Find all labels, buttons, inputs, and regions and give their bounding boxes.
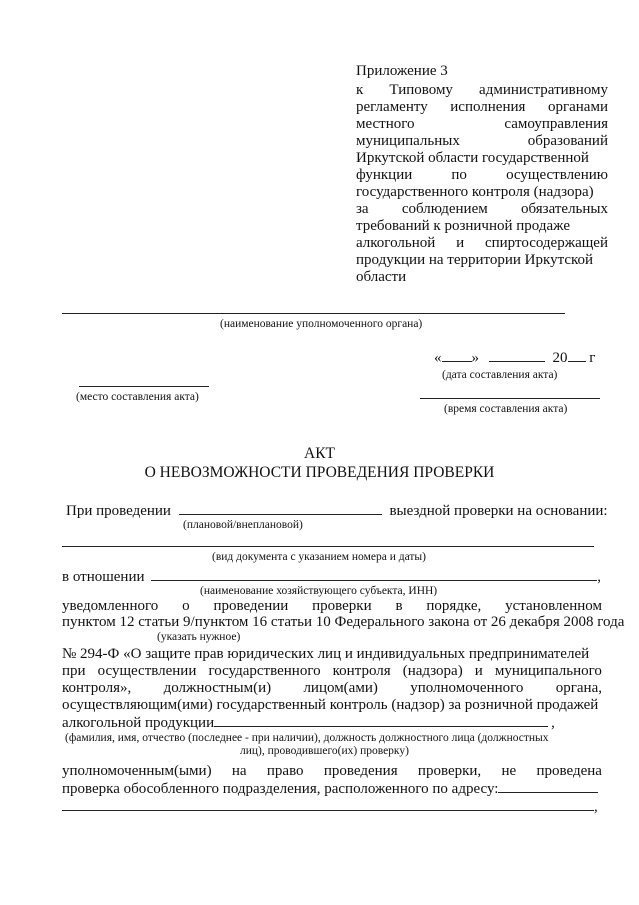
- entity-comma: ,: [597, 569, 602, 585]
- body-word: в: [395, 598, 403, 614]
- branch-line: [62, 779, 598, 798]
- body-word: уведомленного: [62, 598, 159, 614]
- appendix-line: [356, 149, 608, 167]
- appendix-line: [356, 115, 608, 133]
- law-name-line-2: [62, 662, 602, 680]
- appendix-word: по: [451, 167, 467, 183]
- time-line: [420, 398, 600, 399]
- check-line: [66, 501, 608, 520]
- body-word: проведении: [213, 598, 289, 614]
- entity-caption: (наименование хозяйствующего субъекта, ИНН): [200, 585, 438, 597]
- body-text: [62, 597, 625, 837]
- appendix-line: [356, 98, 608, 116]
- appendix-word: муниципальных: [356, 133, 460, 149]
- body-word: установленном: [505, 598, 602, 614]
- appendix-word: требований к розничной продаже: [356, 218, 570, 234]
- body-word: и: [474, 663, 483, 679]
- act-subtitle: О НЕВОЗМОЖНОСТИ ПРОВЕДЕНИЯ ПРОВЕРКИ: [144, 464, 495, 481]
- appendix-word: продукции на территории Иркутской: [356, 252, 594, 268]
- organ-line: [62, 313, 565, 314]
- check-start-text: При проведении: [66, 503, 171, 519]
- organ-caption: (наименование уполномоченного органа): [220, 318, 423, 330]
- year-prefix: 20: [552, 350, 568, 366]
- appendix-word: Типовому: [389, 82, 453, 98]
- date-line: [434, 348, 595, 367]
- body-word: органа,: [555, 680, 602, 696]
- check-end-text: выездной проверки на основании:: [389, 503, 608, 519]
- place-line: [79, 386, 209, 387]
- law-name-line-3: [62, 679, 602, 697]
- appendix-word: административному: [479, 82, 608, 98]
- body-word: уполномоченного: [410, 680, 524, 696]
- branch-text: проверка обособленного подразделения, расположенного по адресу:: [62, 781, 499, 797]
- date-caption: (дата составления акта): [442, 369, 558, 381]
- body-word: порядке,: [426, 598, 482, 614]
- body-word: при: [62, 663, 86, 679]
- body-word: (надзора): [402, 663, 463, 679]
- appendix-word: государственного контроля (надзора): [356, 184, 594, 200]
- appendix-line: [356, 234, 608, 252]
- year-suffix: г: [589, 350, 596, 366]
- body-word: проведена: [536, 763, 602, 779]
- official-caption-2: лиц), проводившего(их) проверку): [240, 745, 409, 757]
- appendix-heading: Приложение 3: [356, 63, 448, 79]
- appendix-line: [356, 217, 608, 235]
- appendix-word: за: [356, 201, 369, 217]
- appendix-word: исполнения: [450, 99, 526, 115]
- body-word: не: [501, 763, 517, 779]
- alcohol-text: алкогольной продукции: [62, 715, 215, 731]
- appendix-line: [356, 183, 608, 201]
- body-word: на: [231, 763, 247, 779]
- doc-line: [62, 546, 594, 547]
- appendix-word: Иркутской области государственной: [356, 150, 589, 166]
- alcohol-line: [62, 713, 555, 732]
- appendix-line: [356, 81, 608, 99]
- official-blank: [214, 713, 548, 727]
- year-blank: [568, 348, 586, 362]
- official-comma: ,: [551, 715, 555, 731]
- body-word: муниципального: [494, 663, 602, 679]
- appendix-word: соблюдением: [401, 201, 488, 217]
- place-caption: (место составления акта): [76, 391, 199, 403]
- appendix-word: образований: [527, 133, 608, 149]
- in-relation-text: в отношении: [62, 569, 145, 585]
- address-line-2: [62, 797, 598, 816]
- check-type-blank: [179, 501, 382, 515]
- body-word: контроля: [332, 663, 391, 679]
- body-word: о: [182, 598, 190, 614]
- body-word: должностным(и): [163, 680, 272, 696]
- appendix-word: обязательных: [521, 201, 608, 217]
- appendix-line: [356, 166, 608, 184]
- body-word: контроля»,: [62, 680, 132, 696]
- body-word: проверки,: [417, 763, 482, 779]
- address-comma: ,: [594, 799, 598, 815]
- law-line: пунктом 12 статьи 9/пунктом 16 статьи 10 Федерального закона от 26 декабря 2008 года: [62, 614, 625, 630]
- appendix-block: [356, 62, 608, 292]
- appendix-word: органами: [547, 99, 608, 115]
- body-word: проведения: [323, 763, 398, 779]
- appendix-word: осуществлению: [506, 167, 608, 183]
- body-word: осуществлении: [97, 663, 197, 679]
- appendix-word: спиртосодержащей: [484, 235, 608, 251]
- date-open-quote: «: [434, 350, 442, 366]
- address-blank: [498, 779, 598, 793]
- time-caption: (время составления акта): [444, 403, 568, 415]
- appendix-word: и: [456, 235, 465, 251]
- act-title: АКТ: [304, 445, 335, 462]
- appendix-line: [356, 200, 608, 218]
- appendix-word: к: [356, 82, 364, 98]
- official-caption-1: (фамилия, имя, отчество (последнее - при наличии), должность должностного лица (должностных: [65, 732, 549, 744]
- address-blank-2: [62, 797, 594, 811]
- doc-caption: (вид документа с указанием номера и даты): [212, 551, 426, 563]
- appendix-line: [356, 251, 608, 269]
- body-word: уполномоченным(ыми): [62, 763, 212, 779]
- body-word: право: [266, 763, 304, 779]
- appendix-last-line: области: [356, 269, 407, 285]
- check-type-caption: (плановой/внеплановой): [183, 519, 303, 531]
- day-blank: [442, 348, 472, 362]
- appendix-word: самоуправления: [504, 116, 608, 132]
- law-name-line-4: осуществляющим(ими) государственный контроль (надзор) за розничной продажей: [62, 697, 599, 713]
- entity-blank: [151, 567, 597, 581]
- authorized-line: [62, 762, 602, 780]
- body-word: проверки: [312, 598, 372, 614]
- appendix-word: местного: [356, 116, 415, 132]
- month-blank: [489, 348, 545, 362]
- specify-caption: (указать нужное): [157, 631, 241, 643]
- body-word: государственного: [208, 663, 321, 679]
- law-name-line-1: № 294-Ф «О защите прав юридических лиц и индивидуальных предпринимателей: [62, 646, 590, 662]
- appendix-word: алкогольной: [356, 235, 436, 251]
- body-word: лицом(ами): [303, 680, 378, 696]
- appendix-word: регламенту: [356, 99, 428, 115]
- date-close-quote: »: [471, 350, 479, 366]
- appendix-word: функции: [356, 167, 413, 183]
- appendix-line: [356, 132, 608, 150]
